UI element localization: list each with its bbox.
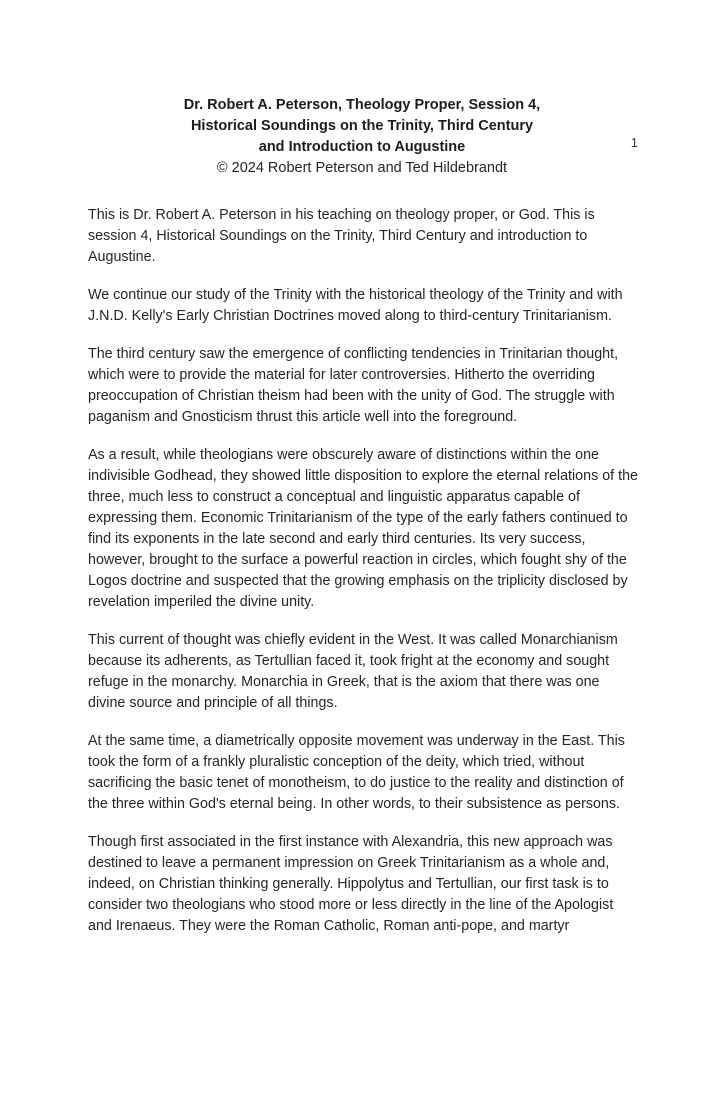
document-title-line-1: Dr. Robert A. Peterson, Theology Proper, Session 4, <box>183 97 541 113</box>
paragraph: The third century saw the emergence of conflicting tendencies in Trinitarian thought, which were to provide the material for later controversies. Hitherto the overriding preoccupation of Christian theism had been with the unity of God. The struggle with paganism and Gnosticism thrust this article well into the foreground. <box>88 346 619 425</box>
document-page <box>0 95 724 937</box>
document-title-line-3: and Introduction to Augustine <box>258 139 466 155</box>
paragraph: We continue our study of the Trinity with the historical theology of the Trinity and with J.N.D. Kelly's Early Christian Doctrines moved along to third-century Trinitarianism. <box>88 287 623 324</box>
paragraph: This is Dr. Robert A. Peterson in his teaching on theology proper, or God. This is session 4, Historical Soundings on the Trinity, Third Century and introduction to Augustine. <box>88 207 595 265</box>
document-title-block <box>70 95 654 179</box>
paragraph: This current of thought was chiefly evident in the West. It was called Monarchianism because its adherents, as Tertullian faced it, took fright at the economy and sought refuge in the monarchy. Monarchia in Greek, that is the axiom that there was one divine source and principle of all things. <box>88 632 618 711</box>
document-title-line-2: Historical Soundings on the Trinity, Third Century <box>190 118 534 134</box>
page-number: 1 <box>630 135 638 150</box>
paragraph: At the same time, a diametrically opposite movement was underway in the East. This took the form of a frankly pluralistic conception of the deity, which tried, without sacrificing the basic tenet of monotheism, to do justice to the reality and distinction of the three within God's eternal being. In other words, to their subsistence as persons. <box>88 733 625 812</box>
paragraph: As a result, while theologians were obscurely aware of distinctions within the one indivisible Godhead, they showed little disposition to explore the eternal relations of the three, much less to construct a conceptual and linguistic apparatus capable of expressing them. Economic Trinitarianism of the type of the early fathers continued to find its exponents in the late second and early third centuries. Its very success, however, brought to the surface a powerful reaction in circles, which fought shy of the Logos doctrine and suspected that the growing emphasis on the triplicity disclosed by revelation imperiled the divine unity. <box>88 447 638 610</box>
document-body <box>88 205 640 937</box>
paragraph: Though first associated in the first instance with Alexandria, this new approach was destined to leave a permanent impression on Greek Trinitarianism as a whole and, indeed, on Christian thinking generally. Hippolytus and Tertullian, our first task is to consider two theologians who stood more or less directly in the line of the Apologist and Irenaeus. They were the Roman Catholic, Roman anti-pope, and martyr <box>88 834 614 934</box>
copyright-line: © 2024 Robert Peterson and Ted Hildebrandt <box>216 160 508 176</box>
